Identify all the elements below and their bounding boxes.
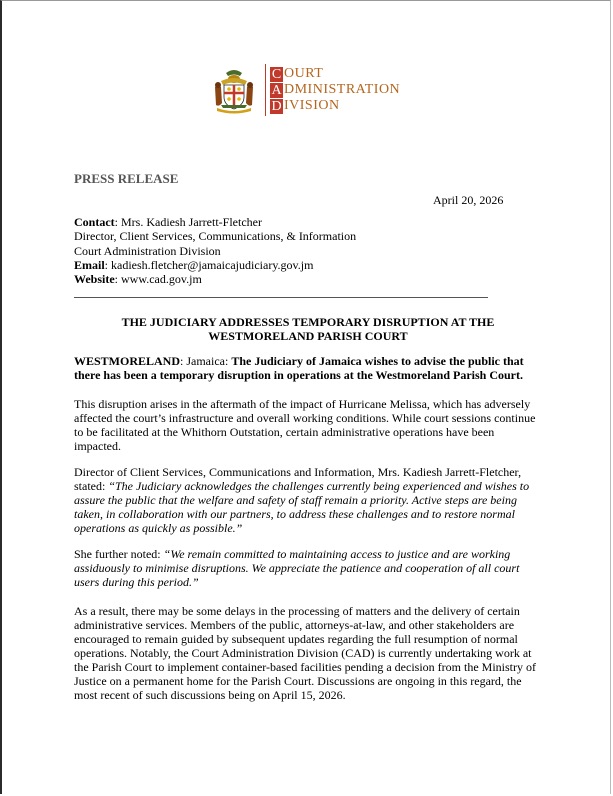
paragraph-delays: As a result, there may be some delays in the processing of matters and the delivery of certain administrative services. Members of the public, attorneys-at-law, and other stakeholders are encouraged to remain guided by subsequent updates regarding the full resumption of normal operations. Notably, the Court Administration Division (CAD) is currently undertaking work at the Parish Court to implement container-based facilities pending a decision from the Ministry of Justice on a permanent home for the Parish Court. Discussions are ongoing in this regard, the most recent of such discussions being on April 15, 2026. [74,604,536,702]
email-line: Email: kadiesh.fletcher@jamaicajudiciary.gov.jm [74,257,314,272]
email-label: Email [74,257,105,272]
cad-word-court: OURT [284,66,324,81]
separator-rule [74,297,488,298]
website-line: Website: www.cad.gov.jm [74,272,202,287]
lead-statement: The Judiciary of Jamaica wishes to advise the public that there has been a temporary disruption in operations at the Westmoreland Parish Court. [74,354,524,382]
paragraph-director-quote [74,465,544,535]
headline [74,315,542,343]
cad-word-administration: DMINISTRATION [284,82,401,97]
release-date: April 20, 2026 [433,193,504,207]
contact-org: Court Administration Division [74,243,221,258]
paragraph-lead [74,354,544,382]
contact-line: Contact: Mrs. Kadiesh Jarrett-Fletcher [74,215,262,229]
cad-letter-d: D [271,98,282,114]
email-link[interactable]: kadiesh.fletcher@jamaicajudiciary.gov.jm [111,257,314,272]
cad-line-division [270,98,400,114]
note-intro: She further noted: [74,547,164,561]
cad-letter-c: C [271,66,282,82]
website-link[interactable]: www.cad.gov.jm [121,272,202,287]
contact-title: Director, Client Services, Communications, & Information [74,229,357,244]
note-quote: “We remain committed to maintaining access to justice and are working assiduously to minimise disruptions. We appreciate the patience and cooperation of all court users during this period.” [74,547,520,589]
quote-text: “The Judiciary acknowledges the challenges currently being experienced and wishes to assure the public that the welfare and safety of staff remain a priority. Active steps are being taken, in collaboration with our partners, to address these challenges and to restore normal operations as quickly as possible.” [74,479,530,535]
paragraph-further-note [74,547,544,589]
logo-divider [265,64,266,116]
cad-line-court [270,66,400,82]
contact-label: Contact [74,215,115,229]
dateline-location: : Jamaica: [180,354,232,368]
contact-name: Mrs. Kadiesh Jarrett-Fletcher [121,215,262,229]
cad-logo [209,64,400,116]
headline-line-1: THE JUDICIARY ADDRESSES TEMPORARY DISRUPTION AT THE [121,315,495,329]
quote-intro: Director of Client Services, Communications and Information, Mrs. Kadiesh Jarrett-Fletcher, stated: [74,465,522,493]
cad-wordmark [270,66,400,114]
headline-line-2: WESTMORELAND PARISH COURT [208,329,408,343]
contact-block [74,215,356,286]
jamaica-coat-of-arms-icon [209,65,259,115]
paragraph-context: This disruption arises in the aftermath of the impact of Hurricane Melissa, which has adversely affected the court’s infrastructure and overall working conditions. While court sessions continue to be facilitated at the Whithorn Outstation, certain administrative operations have been impacted. [74,397,536,453]
press-release-label: PRESS RELEASE [74,171,179,186]
cad-line-administration [270,82,400,98]
website-label: Website [74,272,115,287]
cad-letter-a: A [271,82,282,98]
cad-word-division: IVISION [284,98,340,113]
dateline: WESTMORELAND [74,354,181,368]
